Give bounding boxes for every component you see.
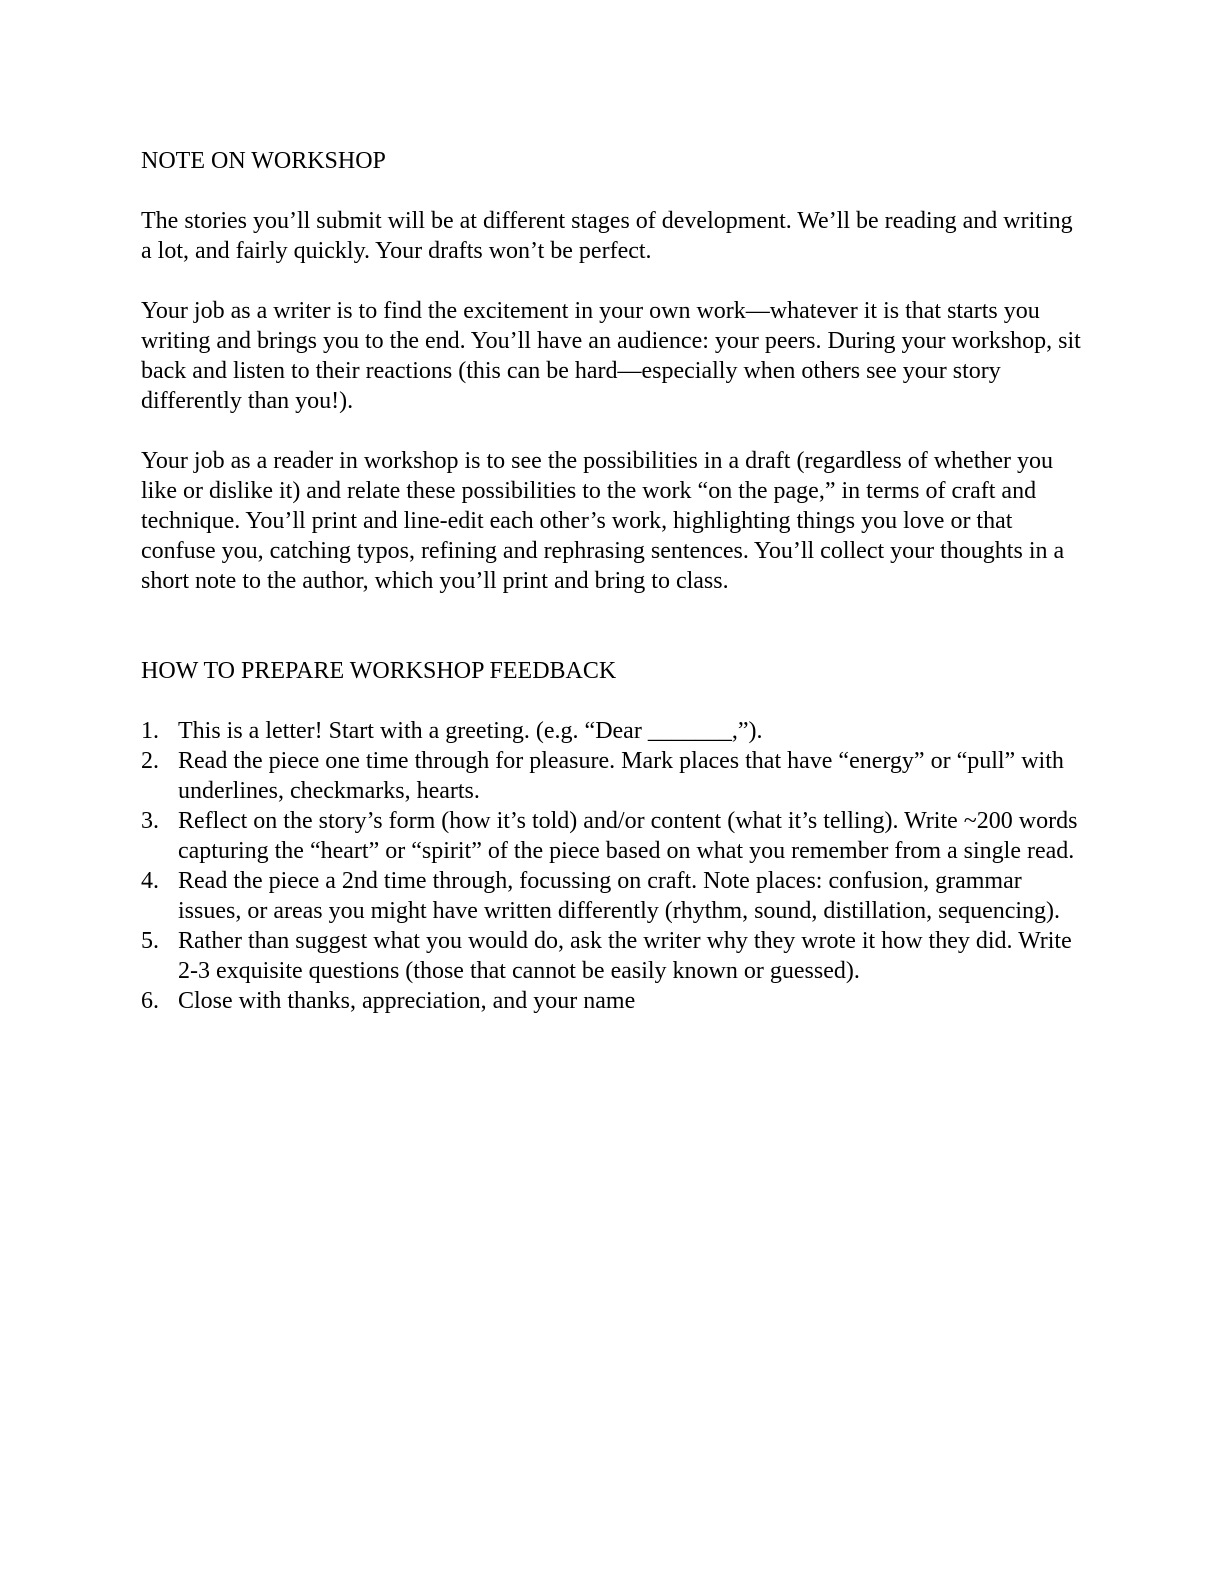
list-item-number: 3.: [141, 808, 159, 834]
list-item: [141, 866, 1083, 926]
list-item-text: Read the piece a 2nd time through, focussing on craft. Note places: confusion, grammar issues, or areas you might have written differently (rhythm, sound, distillation, sequencing).: [178, 868, 1061, 924]
feedback-heading: HOW TO PREPARE WORKSHOP FEEDBACK: [141, 658, 617, 684]
note-on-workshop-heading: NOTE ON WORKSHOP: [141, 148, 386, 174]
list-item-number: 1.: [141, 718, 159, 744]
list-item: [141, 926, 1083, 986]
list-item-text: Read the piece one time through for pleasure. Mark places that have “energy” or “pull” with underlines, checkmarks, hearts.: [178, 748, 1064, 804]
list-item-text: This is a letter! Start with a greeting. (e.g. “Dear _______,”).: [178, 718, 763, 744]
list-item-text: Close with thanks, appreciation, and your name: [178, 988, 636, 1014]
feedback-steps-list: [141, 716, 1083, 1016]
list-item-number: 2.: [141, 748, 159, 774]
list-item-text: Reflect on the story’s form (how it’s told) and/or content (what it’s telling). Write ~200 words capturing the “heart” or “spirit” of the piece based on what you remember from a single read.: [178, 808, 1078, 864]
note-paragraph-writer-job: Your job as a writer is to find the excitement in your own work—whatever it is that starts you writing and brings you to the end. You’ll have an audience: your peers. During your workshop, sit back and listen to their reactions (this can be hard—especially when others see your story differently than you!).: [141, 298, 1081, 414]
list-item-number: 5.: [141, 928, 159, 954]
note-paragraph-reader-job: Your job as a reader in workshop is to see the possibilities in a draft (regardless of whether you like or dislike it) and relate these possibilities to the work “on the page,” in terms of craft and technique. You’ll print and line-edit each other’s work, highlighting things you love or that confuse you, catching typos, refining and rephrasing sentences. You’ll collect your thoughts in a short note to the author, which you’ll print and bring to class.: [141, 448, 1065, 594]
list-item: [141, 806, 1083, 866]
list-item-number: 6.: [141, 988, 159, 1014]
list-item: [141, 716, 1083, 746]
list-item-number: 4.: [141, 868, 159, 894]
list-item: [141, 746, 1083, 806]
list-item-text: Rather than suggest what you would do, ask the writer why they wrote it how they did. Write 2-3 exquisite questions (those that cannot be easily known or guessed).: [178, 928, 1072, 984]
note-paragraph-stories: The stories you’ll submit will be at different stages of development. We’ll be reading and writing a lot, and fairly quickly. Your drafts won’t be perfect.: [141, 208, 1073, 264]
list-item: [141, 986, 1083, 1016]
